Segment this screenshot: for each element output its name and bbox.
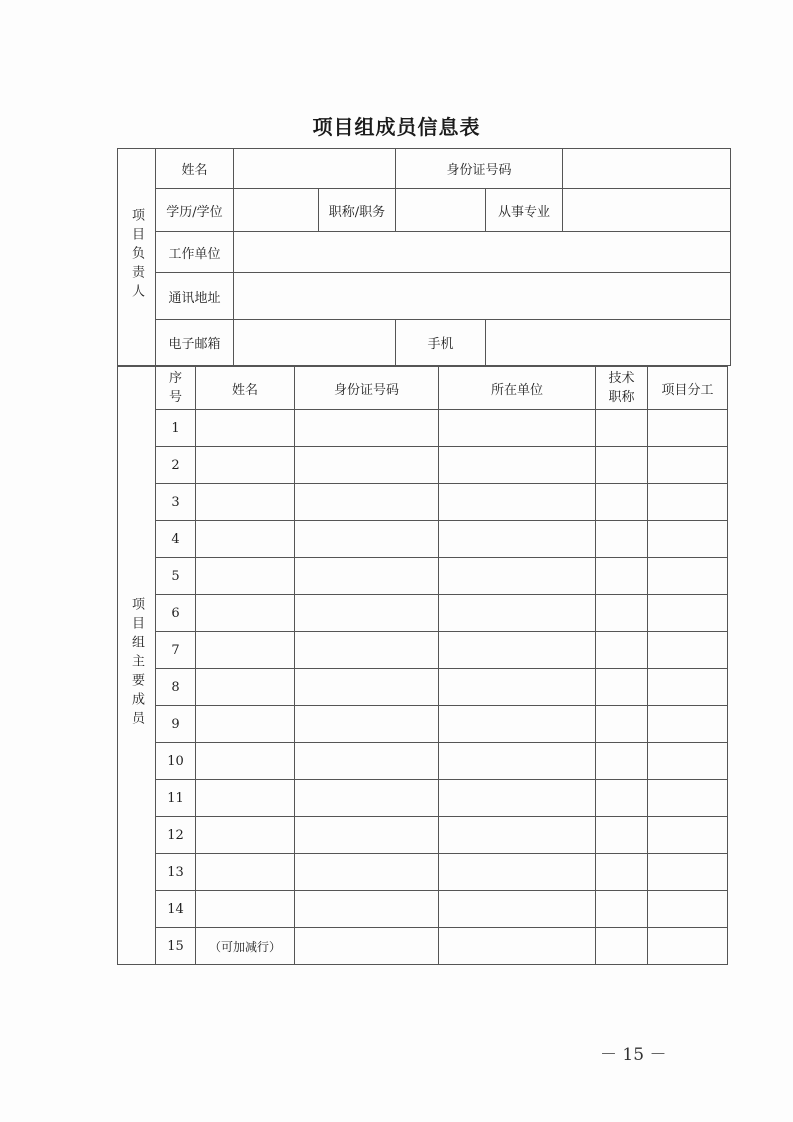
member-employer-cell[interactable] [439, 743, 596, 780]
member-name-header: 姓名 [196, 367, 295, 410]
member-employer-cell[interactable] [439, 928, 596, 965]
table-row [118, 817, 728, 854]
member-role-cell[interactable] [648, 854, 728, 891]
table-row [118, 891, 728, 928]
table-row [118, 706, 728, 743]
member-id-cell[interactable] [295, 669, 439, 706]
table-row [118, 410, 728, 447]
phone-label: 手机 [396, 320, 486, 366]
leader-address-field[interactable] [234, 273, 731, 320]
row-number: 15 [156, 928, 196, 965]
member-id-cell[interactable] [295, 891, 439, 928]
member-tech-title-cell[interactable] [596, 706, 648, 743]
member-id-cell[interactable] [295, 780, 439, 817]
member-employer-cell[interactable] [439, 669, 596, 706]
leader-employer-field[interactable] [234, 232, 731, 273]
table-row [118, 558, 728, 595]
row-number: 2 [156, 447, 196, 484]
title-position-label: 职称/职务 [319, 189, 396, 232]
leader-id-number-field[interactable] [563, 149, 731, 189]
leader-phone-field[interactable] [486, 320, 731, 366]
leader-name-field[interactable] [234, 149, 396, 189]
table-row [118, 928, 728, 965]
member-tech-title-cell[interactable] [596, 854, 648, 891]
name-label: 姓名 [156, 149, 234, 189]
row-number: 5 [156, 558, 196, 595]
leader-section-text: 项目负责人 [129, 207, 144, 303]
page-number: － 15 － [600, 1045, 667, 1065]
leader-specialty-field[interactable] [563, 189, 731, 232]
table-row [118, 447, 728, 484]
seq-header [156, 367, 196, 410]
member-employer-cell[interactable] [439, 410, 596, 447]
email-label: 电子邮箱 [156, 320, 234, 366]
member-role-cell[interactable] [648, 632, 728, 669]
row-number: 11 [156, 780, 196, 817]
member-role-cell[interactable] [648, 410, 728, 447]
row-number: 3 [156, 484, 196, 521]
member-id-cell[interactable] [295, 410, 439, 447]
member-id-cell[interactable] [295, 817, 439, 854]
member-role-cell[interactable] [648, 817, 728, 854]
member-employer-cell[interactable] [439, 632, 596, 669]
row-number: 7 [156, 632, 196, 669]
table-row [118, 595, 728, 632]
member-id-header: 身份证号码 [295, 367, 439, 410]
member-tech-title-cell[interactable] [596, 484, 648, 521]
row-number: 4 [156, 521, 196, 558]
leader-title-position-field[interactable] [396, 189, 486, 232]
member-role-cell[interactable] [648, 521, 728, 558]
member-role-cell[interactable] [648, 706, 728, 743]
member-name-cell[interactable] [196, 558, 295, 595]
seq-header-text: 序号 [168, 371, 182, 405]
member-name-cell[interactable] [196, 743, 295, 780]
members-section-text: 项目组主要成员 [129, 597, 144, 730]
table-row [118, 669, 728, 706]
member-tech-title-cell[interactable] [596, 558, 648, 595]
leader-email-field[interactable] [234, 320, 396, 366]
member-tech-title-cell[interactable] [596, 410, 648, 447]
member-id-cell[interactable] [295, 558, 439, 595]
table-row [118, 743, 728, 780]
member-employer-cell[interactable] [439, 891, 596, 928]
member-id-cell[interactable] [295, 632, 439, 669]
row-number: 12 [156, 817, 196, 854]
member-role-cell[interactable] [648, 928, 728, 965]
row-number: 14 [156, 891, 196, 928]
member-employer-cell[interactable] [439, 447, 596, 484]
member-id-cell[interactable] [295, 595, 439, 632]
member-id-cell[interactable] [295, 447, 439, 484]
member-tech-title-cell[interactable] [596, 780, 648, 817]
member-id-cell[interactable] [295, 521, 439, 558]
member-tech-title-cell[interactable] [596, 521, 648, 558]
member-role-cell[interactable] [648, 595, 728, 632]
member-role-cell[interactable] [648, 891, 728, 928]
member-name-cell[interactable] [196, 595, 295, 632]
member-name-cell[interactable] [196, 817, 295, 854]
members-section-label [118, 367, 156, 965]
row-number: 6 [156, 595, 196, 632]
member-tech-title-cell[interactable] [596, 447, 648, 484]
row-number: 8 [156, 669, 196, 706]
member-tech-title-cell[interactable] [596, 928, 648, 965]
member-name-cell[interactable] [196, 410, 295, 447]
member-name-cell[interactable] [196, 632, 295, 669]
add-remove-rows-note: （可加减行） [196, 928, 295, 965]
member-role-cell[interactable] [648, 558, 728, 595]
leader-education-field[interactable] [234, 189, 319, 232]
member-name-cell[interactable] [196, 447, 295, 484]
leader-section-label [118, 149, 156, 366]
member-tech-title-cell[interactable] [596, 743, 648, 780]
member-role-cell[interactable] [648, 669, 728, 706]
row-number: 1 [156, 410, 196, 447]
member-role-cell[interactable] [648, 780, 728, 817]
member-employer-cell[interactable] [439, 521, 596, 558]
specialty-label: 从事专业 [486, 189, 563, 232]
table-row [118, 632, 728, 669]
row-number: 10 [156, 743, 196, 780]
member-employer-cell[interactable] [439, 595, 596, 632]
member-name-cell[interactable] [196, 484, 295, 521]
project-members-table [117, 366, 728, 965]
member-employer-header: 所在单位 [439, 367, 596, 410]
member-employer-cell[interactable] [439, 706, 596, 743]
member-employer-cell[interactable] [439, 484, 596, 521]
table-row [118, 484, 728, 521]
member-tech-title-cell[interactable] [596, 891, 648, 928]
address-label: 通讯地址 [156, 273, 234, 320]
member-tech-title-cell[interactable] [596, 632, 648, 669]
member-role-cell[interactable] [648, 743, 728, 780]
member-id-cell[interactable] [295, 743, 439, 780]
member-employer-cell[interactable] [439, 558, 596, 595]
member-id-cell[interactable] [295, 484, 439, 521]
member-name-cell[interactable] [196, 669, 295, 706]
tech-title-header-text: 技术职称 [608, 371, 635, 405]
row-number: 13 [156, 854, 196, 891]
table-row [118, 521, 728, 558]
member-id-cell[interactable] [295, 854, 439, 891]
member-id-cell[interactable] [295, 706, 439, 743]
education-label: 学历/学位 [156, 189, 234, 232]
member-name-cell[interactable] [196, 706, 295, 743]
member-role-cell[interactable] [648, 484, 728, 521]
member-tech-title-cell[interactable] [596, 595, 648, 632]
member-id-cell[interactable] [295, 928, 439, 965]
member-name-cell[interactable] [196, 891, 295, 928]
role-header: 项目分工 [648, 367, 728, 410]
table-row [118, 780, 728, 817]
row-number: 9 [156, 706, 196, 743]
member-tech-title-cell[interactable] [596, 669, 648, 706]
employer-label: 工作单位 [156, 232, 234, 273]
id-number-label: 身份证号码 [396, 149, 563, 189]
member-tech-title-cell[interactable] [596, 817, 648, 854]
project-leader-table [117, 148, 731, 366]
member-name-cell[interactable] [196, 780, 295, 817]
member-employer-cell[interactable] [439, 817, 596, 854]
member-name-cell[interactable] [196, 521, 295, 558]
tech-title-header [596, 367, 648, 410]
form-title: 项目组成员信息表 [312, 115, 481, 139]
member-employer-cell[interactable] [439, 854, 596, 891]
member-name-cell[interactable] [196, 854, 295, 891]
member-role-cell[interactable] [648, 447, 728, 484]
table-row [118, 854, 728, 891]
member-employer-cell[interactable] [439, 780, 596, 817]
